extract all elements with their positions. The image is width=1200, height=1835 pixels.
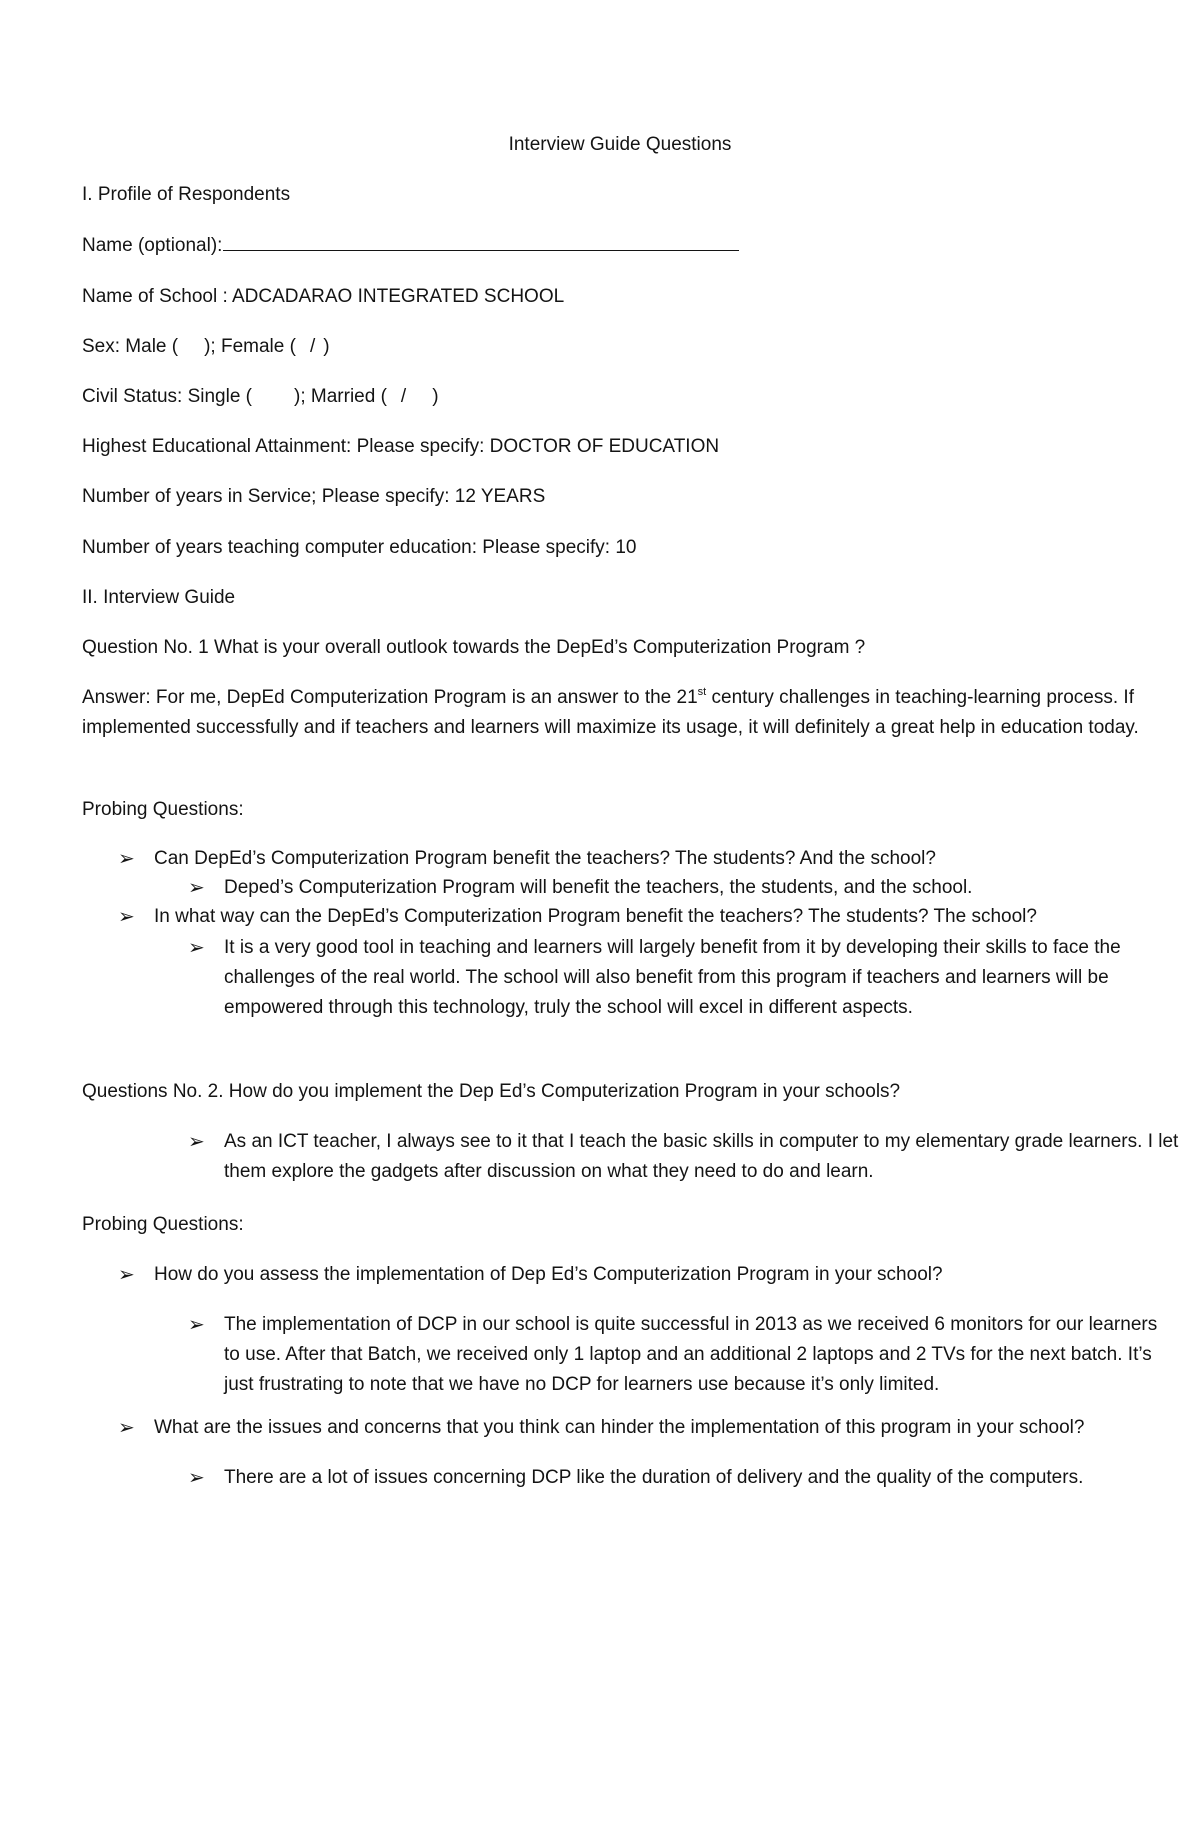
question-2: Questions No. 2. How do you implement the Dep Ed’s Computerization Program in your schools? — [82, 1081, 901, 1102]
sex-close: ) — [323, 336, 330, 357]
education-line: Highest Educational Attainment: Please specify: DOCTOR OF EDUCATION — [82, 436, 720, 457]
question-1: Question No. 1 What is your overall outlook towards the DepEd’s Computerization Program ? — [82, 637, 866, 658]
name-field-blank-line — [223, 230, 739, 251]
probing-2-answer-2: There are a lot of issues concerning DCP like the duration of delivery and the quality of the computers. — [224, 1467, 1084, 1488]
civil-married-label: ); Married ( — [294, 386, 387, 407]
arrow-bullet-icon: ➢ — [118, 1264, 135, 1286]
name-field-row — [82, 230, 739, 261]
arrow-bullet-icon: ➢ — [188, 1314, 205, 1336]
arrow-bullet-icon: ➢ — [188, 1467, 205, 1489]
answer-2: As an ICT teacher, I always see to it that I teach the basic skills in computer to my elementary grade learners. I let them explore the gadgets after discussion on what they need to do and learn. — [224, 1131, 1179, 1182]
civil-married-mark: / — [400, 386, 407, 407]
arrow-bullet-icon: ➢ — [118, 1417, 135, 1439]
arrow-bullet-icon: ➢ — [188, 937, 205, 959]
school-line: Name of School : ADCADARAO INTEGRATED SCHOOL — [82, 286, 565, 307]
probing-1-question-2: In what way can the DepEd’s Computerization Program benefit the teachers? The students? The school? — [154, 906, 1037, 927]
name-field-label: Name (optional): — [82, 235, 223, 256]
sex-female-mark: / — [309, 336, 316, 357]
probing-1-answer-1: Deped’s Computerization Program will benefit the teachers, the students, and the school. — [224, 877, 973, 898]
answer-1 — [82, 683, 1182, 743]
section-heading-profile: I. Profile of Respondents — [82, 184, 291, 205]
arrow-bullet-icon: ➢ — [118, 848, 135, 870]
civil-status-label: Civil Status: Single ( — [82, 386, 253, 407]
sex-label: Sex: Male ( — [82, 336, 179, 357]
teaching-line: Number of years teaching computer education: Please specify: 10 — [82, 537, 637, 558]
arrow-bullet-icon: ➢ — [118, 906, 135, 928]
probing-1-answer-2: It is a very good tool in teaching and learners will largely benefit from it by developing their skills to face the challenges of the real world. The school will also benefit from this program if teachers and learners will be empowered through this technology, truly the school will excel in different aspects. — [224, 937, 1121, 1018]
answer-1-text-start: Answer: For me, DepEd Computerization Program is an answer to the 21 — [82, 687, 698, 708]
answer-1-superscript: st — [697, 686, 707, 698]
section-heading-interview: II. Interview Guide — [82, 587, 236, 608]
probing-2-question-1: How do you assess the implementation of Dep Ed’s Computerization Program in your school? — [154, 1264, 943, 1285]
probing-1-question-1: Can DepEd’s Computerization Program benefit the teachers? The students? And the school? — [154, 848, 936, 869]
arrow-bullet-icon: ➢ — [188, 1131, 205, 1153]
arrow-bullet-icon: ➢ — [188, 877, 205, 899]
answer-1-text-end: century challenges in teaching-learning process. If implemented successfully and if teachers and learners will maximize its usage, it will definitely a great help in education today. — [82, 687, 1139, 738]
sex-female-label: ); Female ( — [204, 336, 296, 357]
probing-questions-label-2: Probing Questions: — [82, 1214, 244, 1235]
civil-close: ) — [432, 386, 439, 407]
probing-2-answer-1: The implementation of DCP in our school is quite successful in 2013 as we received 6 monitors for our learners to use. After that Batch, we received only 1 laptop and an additional 2 laptops and 2 TVs for the next batch. It’s just frustrating to note that we have no DCP for learners use because it’s only limited. — [224, 1314, 1158, 1395]
probing-2-question-2: What are the issues and concerns that you think can hinder the implementation of this program in your school? — [154, 1417, 1085, 1438]
probing-questions-label-1: Probing Questions: — [82, 799, 244, 820]
page-title: Interview Guide Questions — [508, 134, 732, 155]
sex-row — [82, 332, 330, 362]
service-line: Number of years in Service; Please specify: 12 YEARS — [82, 486, 546, 507]
civil-status-row — [82, 382, 439, 412]
